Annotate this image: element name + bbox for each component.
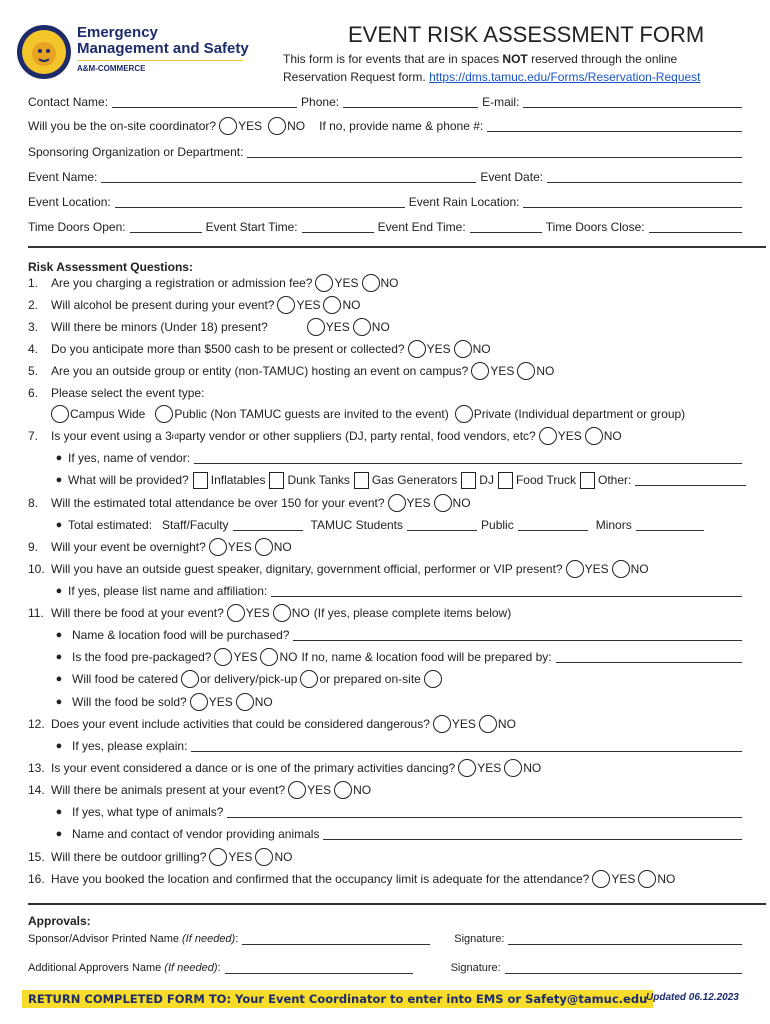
- question-3: 3. Will there be minors (Under 18) present? YES NO: [28, 320, 390, 334]
- q14-yes-radio[interactable]: [288, 781, 306, 799]
- lion-logo-icon: [16, 24, 72, 80]
- contact-name-label: Contact Name:: [28, 95, 109, 109]
- q16-no-radio[interactable]: [638, 870, 656, 888]
- staff-label: Staff/Faculty: [162, 518, 229, 532]
- no-label: NO: [380, 276, 399, 290]
- question-15-text: Will there be outdoor grilling?: [51, 850, 207, 864]
- ifno-label: If no, provide name & phone #:: [319, 119, 484, 133]
- no-label: NO: [342, 298, 361, 312]
- no-label: NO: [291, 606, 310, 620]
- total-estimated-label: Total estimated:: [68, 518, 153, 532]
- question-11-text: Will there be food at your event?: [51, 606, 224, 620]
- dunk-tanks-checkbox[interactable]: [269, 472, 284, 489]
- question-4-text: Do you anticipate more than $500 cash to be present or collected?: [51, 342, 405, 356]
- question-12-text: Does your event include activities that could be considered dangerous?: [51, 717, 430, 731]
- coordinator-yes-radio[interactable]: [219, 117, 237, 135]
- q12-yes-radio[interactable]: [433, 715, 451, 733]
- event-location-label: Event Location:: [28, 195, 111, 209]
- colon: :: [235, 933, 239, 945]
- prepackaged-no-radio[interactable]: [260, 648, 278, 666]
- question-13: 13. Is your event considered a dance or is one of the primary activities dancing? YES NO: [28, 761, 542, 775]
- question-5: 5. Are you an outside group or entity (non-TAMUC) hosting an event on campus? YES NO: [28, 364, 555, 378]
- question-16-text: Have you booked the location and confirmed that the occupancy limit is adequate for the attendance?: [51, 872, 590, 886]
- prepared-by-field[interactable]: [556, 651, 742, 663]
- animal-vendor-field[interactable]: [323, 828, 742, 840]
- sponsor-approval-label: Sponsor/Advisor Printed Name: [28, 933, 180, 945]
- q13-yes-radio[interactable]: [458, 759, 476, 777]
- org-name: [77, 25, 249, 57]
- question-1-text: Are you charging a registration or admission fee?: [51, 276, 313, 290]
- no-label: NO: [452, 496, 471, 510]
- q14-no-radio[interactable]: [334, 781, 352, 799]
- q3-yes-radio[interactable]: [307, 318, 325, 336]
- email-label: E-mail:: [482, 95, 520, 109]
- other-checkbox[interactable]: [580, 472, 595, 489]
- phone-label: Phone:: [301, 95, 340, 109]
- question-8: 8. Will the estimated total attendance be over 150 for your event? YES NO: [28, 496, 471, 510]
- sponsor-signature-field[interactable]: [508, 933, 742, 945]
- sponsor-approval-field[interactable]: [242, 933, 430, 945]
- q9-yes-radio[interactable]: [209, 538, 227, 556]
- question-1: 1. Are you charging a registration or admission fee? YES NO: [28, 276, 399, 290]
- explain-label: If yes, please explain:: [72, 739, 188, 753]
- end-time-label: Event End Time:: [377, 220, 466, 234]
- public-radio[interactable]: [155, 405, 173, 423]
- minors-label: Minors: [595, 518, 632, 532]
- public-count-field[interactable]: [518, 519, 588, 531]
- event-name-field[interactable]: [101, 171, 476, 183]
- onsite-label: or prepared on-site: [319, 672, 421, 686]
- additional-approval-row: [28, 959, 746, 977]
- no-label: NO: [279, 650, 298, 664]
- q2-no-radio[interactable]: [323, 296, 341, 314]
- provided-label: What will be provided?: [68, 473, 189, 487]
- sponsor-row: [28, 143, 746, 161]
- no-label: NO: [274, 850, 293, 864]
- public-count-label: Public: [481, 518, 514, 532]
- private-radio[interactable]: [455, 405, 473, 423]
- q11-yes-radio[interactable]: [227, 604, 245, 622]
- dj-checkbox[interactable]: [461, 472, 476, 489]
- if-needed-label: (If needed): [182, 933, 236, 945]
- no-label: NO: [603, 429, 622, 443]
- prepackaged-yes-radio[interactable]: [214, 648, 232, 666]
- contact-row: [28, 93, 746, 111]
- question-9-text: Will your event be overnight?: [51, 540, 206, 554]
- yes-label: YES: [233, 650, 258, 664]
- question-6-text: Please select the event type:: [51, 386, 205, 400]
- question-7: 7. Is your event using a 3 rd party vendor or other suppliers (DJ, party rental, food vendors, etc? YES NO: [28, 429, 622, 443]
- ifno-field[interactable]: [487, 120, 742, 132]
- contact-name-field[interactable]: [112, 96, 297, 108]
- q5-no-radio[interactable]: [517, 362, 535, 380]
- yes-label: YES: [228, 850, 253, 864]
- q15-no-radio[interactable]: [255, 848, 273, 866]
- q11-purchased-row: ● Name & location food will be purchased?: [28, 626, 746, 644]
- question-6-options: [48, 405, 746, 423]
- private-label: Private (Individual department or group): [473, 407, 686, 421]
- vendor-label: If yes, name of vendor:: [68, 451, 191, 465]
- gas-generators-checkbox[interactable]: [354, 472, 369, 489]
- doors-open-label: Time Doors Open:: [28, 220, 126, 234]
- yes-label: YES: [490, 364, 515, 378]
- event-location-field[interactable]: [115, 196, 405, 208]
- vendor-field[interactable]: [194, 452, 742, 464]
- q11-prepackaged-row: ● Is the food pre-packaged? YES NO If no, name & location food will be prepared by:: [28, 648, 746, 666]
- question-3-text: Will there be minors (Under 18) present?: [51, 320, 268, 334]
- updated-date: Updated 06.12.2023: [646, 992, 739, 1003]
- q10-no-radio[interactable]: [612, 560, 630, 578]
- prepared-by-label: If no, name & location food will be prepared by:: [301, 650, 552, 664]
- food-truck-label: Food Truck: [515, 473, 576, 487]
- q4-no-radio[interactable]: [454, 340, 472, 358]
- question-9: 9. Will your event be overnight? YES NO: [28, 540, 292, 554]
- return-banner: RETURN COMPLETED FORM TO: Your Event Coordinator to enter into EMS or Safety@tamuc.edu: [22, 990, 653, 1008]
- reservation-link[interactable]: https://dms.tamuc.edu/Forms/Reservation-Request: [429, 70, 701, 84]
- q4-yes-radio[interactable]: [408, 340, 426, 358]
- yes-label: YES: [584, 562, 609, 576]
- coordinator-no-radio[interactable]: [268, 117, 286, 135]
- yes-label: YES: [325, 320, 350, 334]
- page-title: EVENT RISK ASSESSMENT FORM: [348, 22, 705, 47]
- location-row: [28, 193, 746, 211]
- yes-label: YES: [477, 761, 502, 775]
- signature-label: Signature:: [454, 933, 505, 945]
- signature-label: Signature:: [450, 962, 501, 974]
- question-2: 2. Will alcohol be present during your event? YES NO: [28, 298, 361, 312]
- q1-yes-radio[interactable]: [315, 274, 333, 292]
- catered-radio[interactable]: [181, 670, 199, 688]
- animal-type-label: If yes, what type of animals?: [72, 805, 224, 819]
- q11-no-radio[interactable]: [273, 604, 291, 622]
- q11-sold-row: ● Will the food be sold? YES NO: [55, 695, 273, 709]
- yes-label: YES: [557, 429, 582, 443]
- no-label: NO: [254, 695, 273, 709]
- animal-type-field[interactable]: [227, 806, 742, 818]
- yes-label: YES: [426, 342, 451, 356]
- question-13-text: Is your event considered a dance or is one of the primary activities dancing?: [51, 761, 456, 775]
- doors-close-field[interactable]: [649, 221, 742, 233]
- other-field[interactable]: [635, 474, 746, 486]
- end-time-field[interactable]: [470, 221, 542, 233]
- question-5-text: Are you an outside group or entity (non-TAMUC) hosting an event on campus?: [51, 364, 469, 378]
- intro-line-2: [283, 70, 701, 84]
- start-time-field[interactable]: [302, 221, 374, 233]
- colon: :: [217, 962, 221, 974]
- q7-no-radio[interactable]: [585, 427, 603, 445]
- q16-yes-radio[interactable]: [592, 870, 610, 888]
- dj-label: DJ: [479, 473, 494, 487]
- rain-location-field[interactable]: [523, 196, 742, 208]
- email-field[interactable]: [523, 96, 742, 108]
- no-label: NO: [536, 364, 555, 378]
- explain-field[interactable]: [191, 740, 742, 752]
- section-divider: [28, 246, 766, 248]
- doors-open-field[interactable]: [130, 221, 202, 233]
- q7-vendor-row: ● If yes, name of vendor:: [28, 449, 746, 467]
- additional-signature-field[interactable]: [505, 962, 742, 974]
- questions-heading: Risk Assessment Questions:: [28, 260, 193, 274]
- guest-list-field[interactable]: [271, 585, 742, 597]
- q10-list-row: ● If yes, please list name and affiliation:: [28, 582, 746, 600]
- q3-no-radio[interactable]: [353, 318, 371, 336]
- food-truck-checkbox[interactable]: [498, 472, 513, 489]
- campus-wide-label: Campus Wide: [70, 407, 146, 421]
- no-label: NO: [523, 761, 542, 775]
- q2-yes-radio[interactable]: [277, 296, 295, 314]
- yes-label: YES: [245, 606, 270, 620]
- delivery-label: or delivery/pick-up: [200, 672, 298, 686]
- sponsor-label: Sponsoring Organization or Department:: [28, 145, 244, 159]
- yes-label: YES: [406, 496, 431, 510]
- q11-catered-row: ● Will food be catered or delivery/pick-up or prepared on-site: [28, 670, 746, 688]
- inflatables-checkbox[interactable]: [193, 472, 208, 489]
- org-line-1: Emergency: [77, 24, 158, 41]
- question-16: 16. Have you booked the location and confirmed that the occupancy limit is adequate for the attendance? YES NO: [28, 872, 676, 886]
- q8-yes-radio[interactable]: [388, 494, 406, 512]
- yes-label: YES: [334, 276, 359, 290]
- rain-location-label: Event Rain Location:: [408, 195, 520, 209]
- question-11: 11. Will there be food at your event? YES NO (If yes, please complete items below): [28, 606, 512, 620]
- question-4: 4. Do you anticipate more than $500 cash to be present or collected? YES NO: [28, 342, 491, 356]
- no-label: NO: [630, 562, 649, 576]
- no-label: NO: [353, 783, 372, 797]
- other-label: Other:: [598, 473, 632, 487]
- yes-label: YES: [227, 540, 252, 554]
- times-row: [28, 218, 746, 236]
- guest-list-label: If yes, please list name and affiliation:: [68, 584, 268, 598]
- minors-field[interactable]: [636, 519, 704, 531]
- coordinator-label: Will you be the on-site coordinator?: [28, 119, 217, 133]
- no-label: NO: [371, 320, 390, 334]
- q12-explain-row: ● If yes, please explain:: [28, 737, 746, 755]
- catered-label: Will food be catered: [72, 672, 179, 686]
- campus-wide-radio[interactable]: [51, 405, 69, 423]
- q8-no-radio[interactable]: [434, 494, 452, 512]
- onsite-radio[interactable]: [424, 670, 442, 688]
- purchased-field[interactable]: [293, 629, 742, 641]
- question-10-text: Will you have an outside guest speaker, dignitary, government official, performer or VIP present?: [51, 562, 563, 576]
- yes-label: YES: [307, 783, 332, 797]
- sponsor-approval-row: [28, 930, 746, 948]
- intro-text-3: Reservation Request form.: [283, 70, 430, 84]
- students-field[interactable]: [407, 519, 477, 531]
- event-name-label: Event Name:: [28, 170, 98, 184]
- dunk-tanks-label: Dunk Tanks: [287, 473, 350, 487]
- intro-line-1: [283, 52, 677, 66]
- sold-yes-radio[interactable]: [190, 693, 208, 711]
- question-8-text: Will the estimated total attendance be over 150 for your event?: [51, 496, 385, 510]
- start-time-label: Event Start Time:: [205, 220, 298, 234]
- question-6: 6. Please select the event type:: [28, 386, 205, 400]
- q5-yes-radio[interactable]: [471, 362, 489, 380]
- yes-label: YES: [238, 119, 263, 133]
- yes-label: YES: [296, 298, 321, 312]
- additional-approvers-label: Additional Approvers Name: [28, 962, 162, 974]
- question-7-text-b: party vendor or other suppliers (DJ, party rental, food vendors, etc?: [178, 429, 536, 443]
- q13-no-radio[interactable]: [504, 759, 522, 777]
- approvals-heading: Approvals:: [28, 914, 91, 928]
- question-14: 14. Will there be animals present at your event? YES NO: [28, 783, 372, 797]
- q12-no-radio[interactable]: [479, 715, 497, 733]
- prepackaged-label: Is the food pre-packaged?: [72, 650, 212, 664]
- q10-yes-radio[interactable]: [566, 560, 584, 578]
- question-10: 10. Will you have an outside guest speaker, dignitary, government official, performer or VIP present? YES NO: [28, 562, 649, 576]
- org-line-2: Management and Safety: [77, 40, 249, 57]
- intro-bold: NOT: [502, 52, 528, 66]
- q7-provided-row: ● What will be provided? Inflatables Dunk Tanks Gas Generators DJ Food Truck Other:: [28, 471, 746, 489]
- approvals-divider: [28, 903, 766, 905]
- phone-field[interactable]: [343, 96, 478, 108]
- q9-no-radio[interactable]: [255, 538, 273, 556]
- question-14-text: Will there be animals present at your event?: [51, 783, 286, 797]
- question-7-text-a: Is your event using a 3: [51, 429, 172, 443]
- sold-label: Will the food be sold?: [72, 695, 187, 709]
- yes-label: YES: [611, 872, 636, 886]
- q1-no-radio[interactable]: [362, 274, 380, 292]
- intro-text-2: reserved through the online: [527, 52, 678, 66]
- no-label: NO: [497, 717, 516, 731]
- q8-total-row: ● Total estimated: Staff/Faculty TAMUC Students Public Minors: [28, 516, 746, 534]
- event-name-row: [28, 168, 746, 186]
- q14-vendor-row: ● Name and contact of vendor providing animals: [28, 825, 746, 843]
- coordinator-row: [28, 117, 746, 135]
- q14-type-row: ● If yes, what type of animals?: [28, 803, 746, 821]
- if-needed-label: (If needed): [164, 962, 218, 974]
- students-label: TAMUC Students: [310, 518, 404, 532]
- logo: [16, 24, 72, 83]
- question-12: 12. Does your event include activities that could be considered dangerous? YES NO: [28, 717, 516, 731]
- q15-yes-radio[interactable]: [209, 848, 227, 866]
- intro-text-1: This form is for events that are in spaces: [283, 52, 503, 66]
- yes-label: YES: [451, 717, 476, 731]
- purchased-label: Name & location food will be purchased?: [72, 628, 290, 642]
- event-date-field[interactable]: [547, 171, 742, 183]
- public-label: Public (Non TAMUC guests are invited to the event): [174, 407, 449, 421]
- sold-no-radio[interactable]: [236, 693, 254, 711]
- yes-label: YES: [208, 695, 233, 709]
- event-date-label: Event Date:: [480, 170, 544, 184]
- sponsor-field[interactable]: [247, 146, 742, 158]
- gas-generators-label: Gas Generators: [371, 473, 458, 487]
- org-rule: [77, 60, 243, 61]
- staff-field[interactable]: [233, 519, 303, 531]
- q7-yes-radio[interactable]: [539, 427, 557, 445]
- doors-close-label: Time Doors Close:: [545, 220, 645, 234]
- animal-vendor-label: Name and contact of vendor providing animals: [72, 827, 320, 841]
- org-subtitle: A&M-COMMERCE: [77, 64, 146, 73]
- q11-note: (If yes, please complete items below): [313, 606, 512, 620]
- no-label: NO: [472, 342, 491, 356]
- delivery-radio[interactable]: [300, 670, 318, 688]
- additional-approvers-field[interactable]: [225, 962, 413, 974]
- question-2-text: Will alcohol be present during your event?: [51, 298, 275, 312]
- question-7-sup: rd: [171, 431, 179, 441]
- inflatables-label: Inflatables: [210, 473, 266, 487]
- no-label: NO: [287, 119, 306, 133]
- no-label: NO: [273, 540, 292, 554]
- no-label: NO: [657, 872, 676, 886]
- question-15: 15. Will there be outdoor grilling? YES NO: [28, 850, 293, 864]
